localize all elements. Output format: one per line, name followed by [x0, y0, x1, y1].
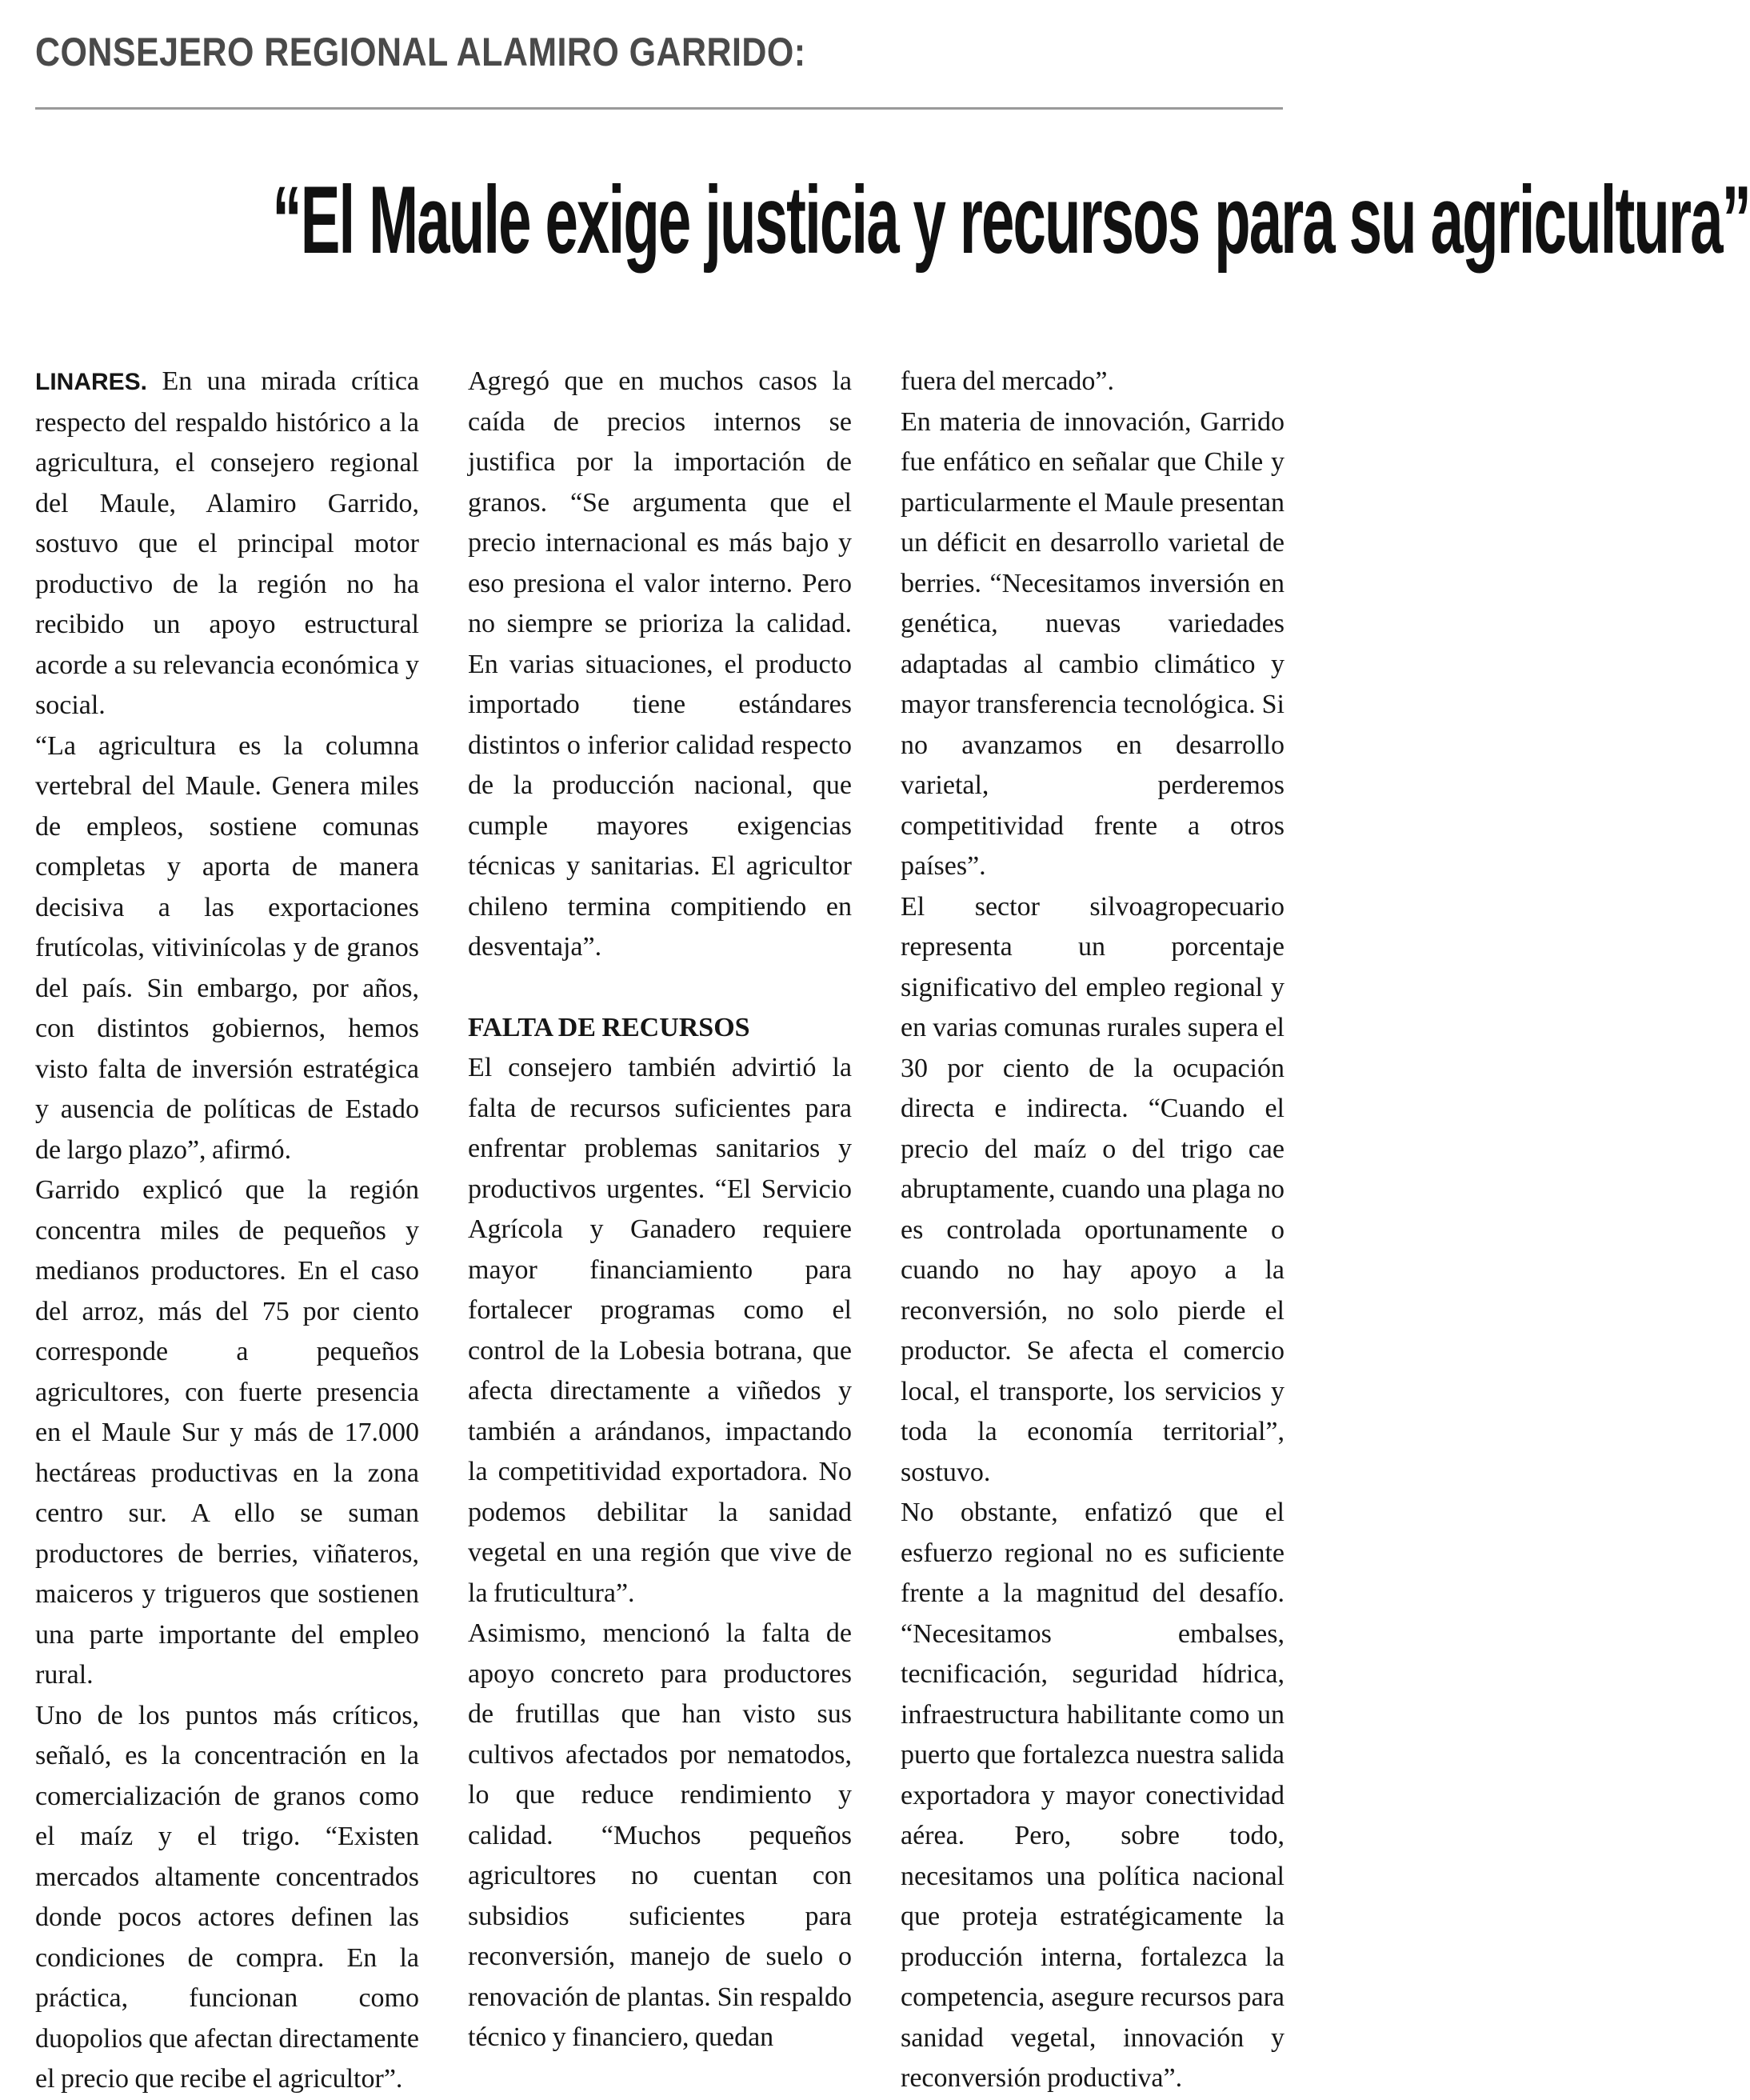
paragraph: “La agricultura es la columna vertebral del Maule. Genera miles de empleos, sostiene comunas completas y aporta de manera decisiva a las exportaciones frutícolas, vitivinícolas y de granos del país. Sin embargo, por años, con distintos gobiernos, hemos visto falta de inversión estratégica y ausencia de políticas de Estado de largo plazo”, afirmó.	[35, 730, 419, 1165]
section-subhead: FALTA DE RECURSOS	[468, 1012, 750, 1042]
kicker-divider	[35, 107, 1283, 110]
column-2	[468, 362, 852, 2052]
column-3	[901, 362, 1285, 2093]
article-headline: “El Maule exige justicia y recursos para su agricultura”	[272, 166, 1750, 274]
paragraph: En materia de innovación, Garrido fue enfático en señalar que Chile y particularmente el Maule presentan un déficit en desarrollo varietal de berries. “Necesitamos inversión en genética, nuevas variedades adaptadas al cambio climático y mayor transferencia tecnológica. Si no avanzamos en desarrollo varietal, perderemos competitividad frente a otros países”.	[901, 406, 1285, 881]
paragraph: fuera del mercado”.	[901, 366, 1114, 396]
column-1	[35, 362, 419, 2094]
paragraph: Agregó que en muchos casos la caída de precios internos se justifica por la importación de granos. “Se argumenta que el precio internacional es más bajo y eso presiona el valor interno. Pero no siempre se prioriza la calidad. En varias situaciones, el producto importado tiene estándares distintos o inferior calidad respecto de la producción nacional, que cumple mayores exigencias técnicas y sanitarias. El agricultor chileno termina compitiendo en desventaja”.	[468, 366, 852, 962]
paragraph: No obstante, enfatizó que el esfuerzo regional no es suficiente frente a la magnitud del desafío. “Necesitamos embalses, tecnificación, seguridad hídrica, infraestructura habilitante como un puerto que fortalezca nuestra salida exportadora y mayor conectividad aérea. Pero, sobre todo, necesitamos una política nacional que proteja estratégicamente la producción interna, fortalezca la competencia, asegure recursos para sanidad vegetal, innovación y reconversión productiva”.	[901, 1498, 1285, 2093]
paragraph: Uno de los puntos más críticos, señaló, es la concentración en la comercialización de granos como el maíz y el trigo. “Existen mercados altamente concentrados donde pocos actores definen las condiciones de compra. En la práctica, funcionan como duopolios que afectan directamente el precio que recibe el agricultor”.	[35, 1700, 419, 2094]
article-body	[35, 362, 1285, 2094]
paragraph: Asimismo, mencionó la falta de apoyo concreto para productores de frutillas que han visto sus cultivos afectados por nematodos, lo que reduce rendimiento y calidad. “Muchos pequeños agricultores no cuentan con subsidios suficientes para reconversión, manejo de suelo o renovación de plantas. Sin respaldo técnico y financiero, quedan	[468, 1618, 852, 2052]
dateline: LINARES.	[35, 369, 148, 395]
paragraph: Garrido explicó que la región concentra miles de pequeños y medianos productores. En el caso del arroz, más del 75 por ciento corresponde a pequeños agricultores, con fuerte presencia en el Maule Sur y más de 17.000 hectáreas productivas en la zona centro sur. A ello se suman productores de berries, viñateros, maiceros y trigueros que sostienen una parte importante del empleo rural.	[35, 1175, 419, 1690]
paragraph-text: En una mirada crítica respecto del respaldo histórico a la agricultura, el consejero regional del Maule, Alamiro Garrido, sostuvo que el principal motor productivo de la región no ha recibido un apoyo estructural acorde a su relevancia económica y social.	[35, 366, 419, 720]
paragraph	[35, 362, 419, 726]
paragraph: El sector silvoagropecuario representa un porcentaje significativo del empleo regional y en varias comunas rurales supera el 30 por ciento de la ocupación directa e indirecta. “Cuando el precio del maíz o del trigo cae abruptamente, cuando una plaga no es controlada oportunamente o cuando no hay apoyo a la reconversión, no solo pierde el productor. Se afecta el comercio local, el transporte, los servicios y toda la economía territorial”, sostuvo.	[901, 891, 1285, 1487]
article-kicker: CONSEJERO REGIONAL ALAMIRO GARRIDO:	[35, 30, 806, 74]
paragraph: El consejero también advirtió la falta de recursos suficientes para enfrentar problemas sanitarios y productivos urgentes. “El Servicio Agrícola y Ganadero requiere mayor financiamiento para fortalecer programas como el control de la Lobesia botrana, que afecta directamente a viñedos y también a arándanos, impactando la competitividad exportadora. No podemos debilitar la sanidad vegetal en una región que vive de la fruticultura”.	[468, 1053, 852, 1608]
